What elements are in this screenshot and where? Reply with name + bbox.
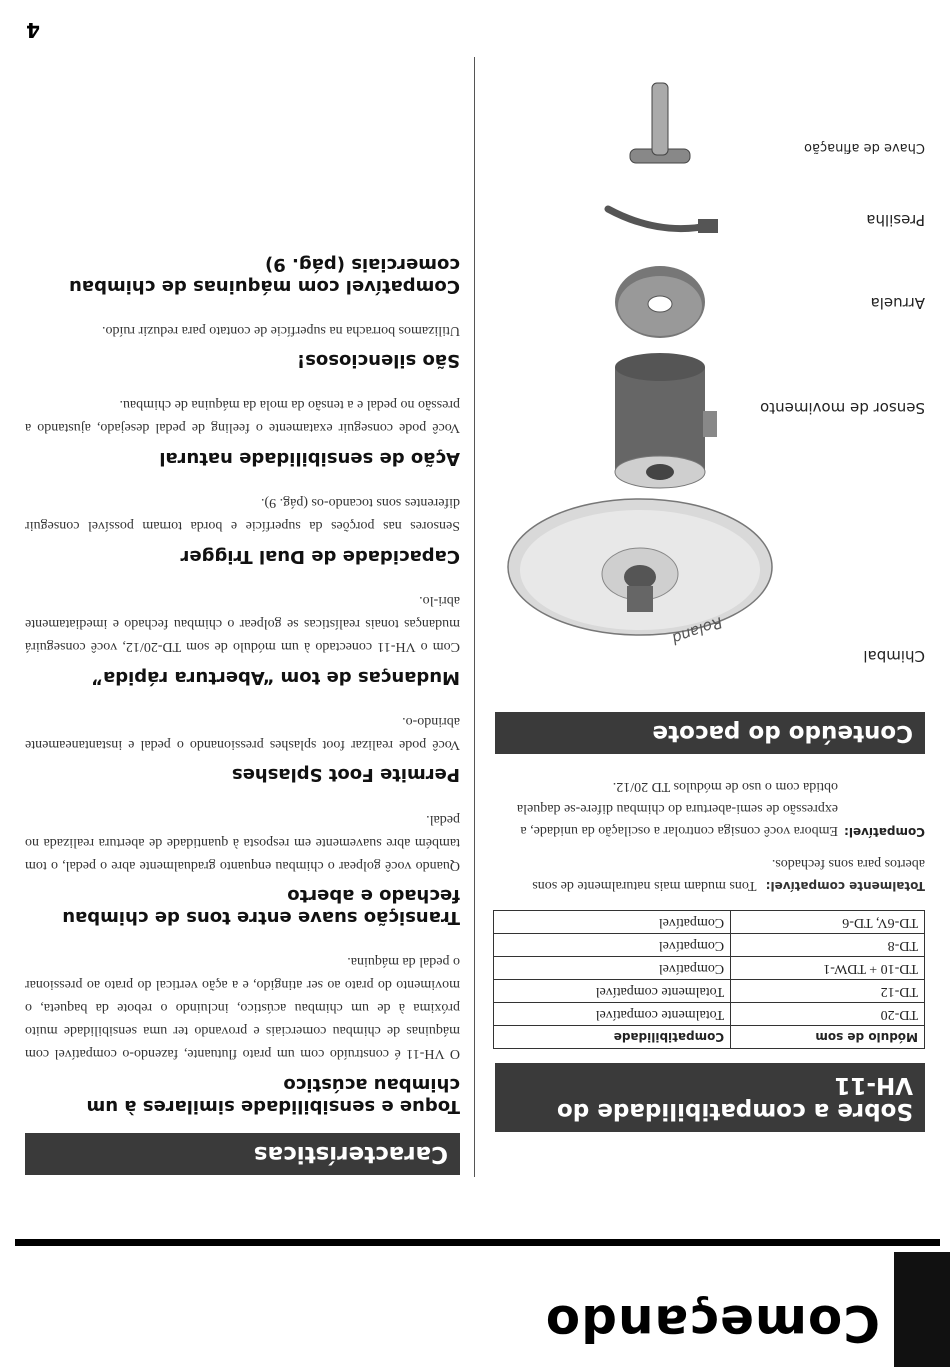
compatibility-section-title: Sobre a compatibilidade do VH-11	[495, 1063, 925, 1132]
feature-item	[25, 589, 460, 688]
cymbal-icon	[505, 497, 775, 662]
right-column	[25, 245, 460, 1175]
package-item-label: Presilha	[866, 211, 925, 229]
table-header: Compatibilidade	[494, 1026, 731, 1049]
section-tab	[894, 1252, 950, 1367]
table-row	[494, 934, 925, 957]
table-cell: Totalmente compatível	[494, 1003, 731, 1026]
feature-text: O VH-11 é construído com um prato flutuante, fazendo-o compatível com máquinas de chimbau comerciais e provando ter uma sensibilidade muito próxima à de um chimbau acústico, incluindo o rebote da baqueta, o movimento do prato ao ser atingido, e a ação vertical do prato ao pressionar o pedal da máquina.	[25, 954, 460, 1062]
feature-title: Capacidade de Dual Trigger	[180, 545, 460, 567]
table-row	[494, 911, 925, 934]
package-section-title: Conteúdo do pacote	[495, 712, 925, 754]
feature-text: Quando você golpear o chimbau enquanto gradualmente abre o pedal, o tom também abre suavemente em resposta à quantidade de abertura realizada no pedal.	[25, 811, 460, 873]
table-header: Módulo de som	[731, 1026, 925, 1049]
left-column	[495, 712, 925, 1132]
feature-text: Sensores nas porções da superfície e borda tornam possível conseguir diferentes sons tocando-os (pág. 9).	[25, 495, 460, 534]
page-number: 4	[26, 18, 40, 42]
table-row	[494, 957, 925, 980]
feature-item	[25, 393, 460, 469]
clip-icon	[600, 197, 720, 247]
table-row	[494, 980, 925, 1003]
feature-item	[25, 950, 460, 1117]
features-section-title: Características	[25, 1133, 460, 1175]
feature-item	[25, 491, 460, 567]
feature-title: Toque e sensibilidade similares à um chimbau acústico	[86, 1073, 460, 1117]
table-header-row	[494, 1026, 925, 1049]
feature-item	[25, 807, 460, 927]
table-cell: Compatível	[494, 934, 731, 957]
table-row	[494, 1003, 925, 1026]
feature-item	[25, 710, 460, 786]
package-item-label: Sensor de movimento	[760, 399, 925, 417]
feature-text: Utilizamos borracha na superfície de contato para reduzir ruído.	[101, 322, 460, 338]
package-item-motion-sensor	[485, 347, 925, 497]
note-label: Compatível:	[844, 825, 925, 840]
feature-text: Você pode conseguir exatamente o feeling de pedal desejado, ajustando a pressão no pedal e a tensão da mola da máquina de chimbau.	[25, 397, 460, 436]
note-text: Embora você consiga controlar a oscilação da unidade, a expressão de semi-abertura do chimbau difere-se daquela obtida com o uso de módulos TD 20/12.	[516, 778, 839, 839]
package-item-cymbal	[485, 497, 925, 667]
package-item-label: Chimbal	[863, 647, 925, 665]
table-cell: TD-12	[731, 980, 925, 1003]
feature-title: Ação de sensibilidade natural	[159, 448, 460, 469]
table-cell: Compatível	[494, 957, 731, 980]
feature-title: Compatível com máquinas de chimbau comerciais (pág. 9)	[69, 253, 460, 297]
table-cell: Totalmente compatível	[494, 980, 731, 1003]
package-item-label: Chave de afinação	[804, 140, 925, 155]
note-compatible	[495, 774, 925, 841]
motion-sensor-icon	[595, 342, 725, 492]
feature-title: Mudanças de tom “Abertura rápida”	[91, 666, 460, 688]
note-label: Totalmente compatível:	[765, 879, 925, 894]
package-item-washer	[485, 257, 925, 347]
package-item-label: Arruela	[870, 294, 925, 312]
table-cell: Compatível	[494, 911, 731, 934]
header-rule	[15, 1239, 940, 1246]
feature-title: Permite Foot Splashes	[231, 764, 460, 786]
feature-item	[25, 319, 460, 372]
column-divider	[474, 57, 475, 1177]
package-item-clip	[485, 177, 925, 257]
page-title: Começando	[544, 1294, 880, 1352]
brand-mark: Roland	[669, 613, 725, 648]
package-item-tuning-key	[485, 67, 925, 177]
compatibility-notes	[495, 774, 925, 896]
table-cell: TD-20	[731, 1003, 925, 1026]
table-cell: TD-10 + TDW-1	[731, 957, 925, 980]
feature-item	[25, 253, 460, 296]
feature-text: Com o VH-11 conectado à um módulo de som TD-20/12, você conseguirá mudanças tonais realísticas se golpear o chimbau fechado e imediatamente abri-lo.	[25, 592, 460, 655]
feature-title: Transição suave entre tons de chimbau fechado e aberto	[62, 885, 460, 928]
note-fully-compatible	[495, 851, 925, 896]
tuning-key-icon	[610, 75, 700, 175]
compatibility-table	[493, 910, 925, 1049]
feature-text: Você pode realizar foot splashes pressionando o pedal e instantaneamente abrindo-o.	[25, 713, 460, 752]
washer-icon	[610, 262, 710, 342]
feature-title: São silenciosos!	[296, 350, 460, 372]
table-cell: TD-8	[731, 934, 925, 957]
note-text: Tons mudam mais naturalmente de sons abertos para sons fechados.	[532, 855, 925, 894]
table-cell: TD-6V, TD-6	[731, 911, 925, 934]
